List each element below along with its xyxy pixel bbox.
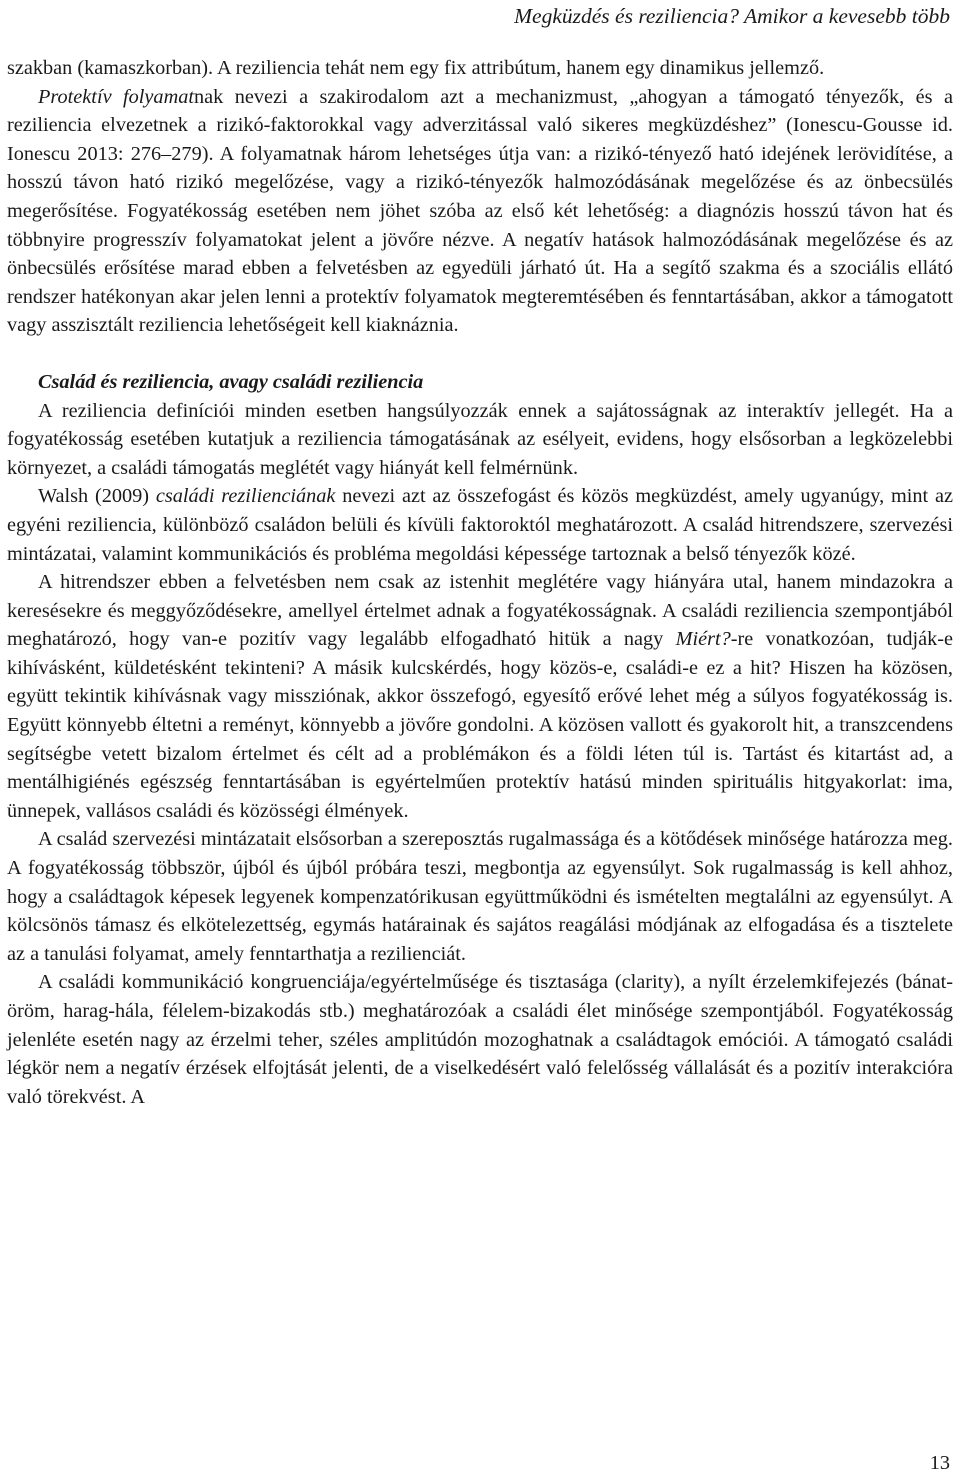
term-why: Miért? <box>675 628 731 651</box>
page-number: 13 <box>929 1452 950 1474</box>
paragraph-belief-text-a: A hitrendszer ebben a felvetésben nem csak az istenhit meglétére vagy hiányára utal, hanem mindazokra a keresésekre és meggyőződésekre, amellyel értelmet adnak a fogyatékosságnak. A családi reziliencia szempontjából meghatározó, hogy van-e pozitív vagy legalább elfogadható hitük a nagy <box>7 571 953 651</box>
paragraph-definitions: A reziliencia definíciói minden esetben hangsúlyozzák ennek a sajátosságnak az interaktív jellegét. Ha a fogyatékosság esetében kutatjuk a reziliencia támogatásának az esélyeit, evidens, hogy elsősorban a legközelebbi környezet, a családi támogatás meglétét vagy hiányát kell felmérnünk. <box>7 399 953 479</box>
paragraph-protective-process-text: nak nevezi a szakirodalom azt a mechanizmust, „ahogyan a támogató tényezők, és a reziliencia elvezetnek a rizikó-faktorokkal vagy adverzitással való sikeres megküzdéshez” (Ionescu-Gousse id. Ionescu 2013: 276–279). A folyamatnak három lehetséges útja van: a rizikó-tényező ható idejének lerövidítése, a hosszú távon ható rizikó megelőzése, vagy a rizikó-tényezők halmozódásának megelőzése és az önbecsülés megerősítése. Fogyatékosság esetében nem jöhet szóba az első két lehetőség: a diagnózis hosszú távon hat és többnyire progresszív folyamatokat jelent a jövőre nézve. A negatív hatások halmozódásának megelőzése és az önbecsülés erősítése marad ebben a felvetésben az egyedüli járható út. Ha a segítő szakma és a szociális ellátó rendszer hatékonyan akar jelen lenni a protektív folyamatok megteremtésében és fenntartásában, akkor a támogatott vagy asszisztált reziliencia lehetőségeit kell kiaknáznia. <box>7 85 953 337</box>
running-header: Megküzdés és reziliencia? Amikor a kevesebb több <box>514 4 950 28</box>
page-body <box>7 54 953 1111</box>
paragraph-walsh-text-a: Walsh (2009) <box>38 485 156 508</box>
term-protective-process: Protektív folyamat <box>38 85 194 108</box>
section-heading: Család és reziliencia, avagy családi reziliencia <box>38 370 424 393</box>
paragraph-communication: A családi kommunikáció kongruenciája/egyértelműsége és tisztasága (clarity), a nyílt érzelemkifejezés (bánat-öröm, harag-hála, félelem-bizakodás stb.) meghatározóak a családi élet minősége szempontjából. Fogyatékosság jelenléte esetén nagy az érzelmi teher, széles amplitúdón mozoghatnak a családtagok emóciói. A támogató családi légkör nem a negatív érzések elfojtását jelenti, de a viselkedésért való felelősség vállalását és a pozitív interakcióra való törekvést. A <box>7 971 953 1108</box>
paragraph-organization: A család szervezési mintázatait elsősorban a szereposztás rugalmassága és a kötődések minősége határozza meg. A fogyatékosság többször, újból és újból próbára teszi, megbontja az egyensúlyt. Sok rugalmasság is kell ahhoz, hogy a családtagok képesek legyenek kompenzatórikusan együttműködni és ismételten megtalálni az egyensúlyt. A kölcsönös támasz és elkötelezettség, egymás határainak és sajátos reagálási módjának az elfogadása és a tisztelete az a tanulási folyamat, amely fenntarthatja a rezilienciát. <box>7 828 953 965</box>
term-family-resilience: családi rezilienciának <box>155 485 336 508</box>
paragraph-belief-text-b: -re vonatkozóan, tudják-e kihívásként, küldetésként tekinteni? A másik kulcskérdés, hogy közös-e, családi-e ez a hit? Hiszen ha közösen, együtt tekintik kihívásnak vagy missziónak, akkor összefogó, egyesítő erővé lehet még a súlyos fogyatékosság is. Együtt könnyebb éltetni a reményt, könnyebb a jövőre gondolni. A közösen vallott és gyakorolt hit, a transzcendens segítségbe vetett bizalom értelmet és célt ad a problémákon és a földi léten túl is. Tartást és kitartást ad, a mentálhigiénés egészség fenntartásában is egyértelműen protektív hatású minden spirituális hitgyakorlat: ima, ünnepek, vallásos családi és közösségi élmények. <box>7 628 954 822</box>
paragraph-walsh-text-b: nevezi azt az összefogást és közös megküzdést, amely ugyanúgy, mint az egyéni reziliencia, különböző családon belüli és kívüli faktoroktól meghatározott. A család hitrendszere, szervezési mintázatai, valamint kommunikációs és probléma megoldási képessége tartoznak a belső tényezők közé. <box>7 485 953 565</box>
paragraph-protective-process <box>7 83 953 340</box>
paragraph-belief-system <box>7 568 953 825</box>
paragraph-continuation: szakban (kamaszkorban). A reziliencia tehát nem egy fix attribútum, hanem egy dinamikus jellemző. <box>7 57 825 79</box>
paragraph-walsh <box>7 482 953 568</box>
